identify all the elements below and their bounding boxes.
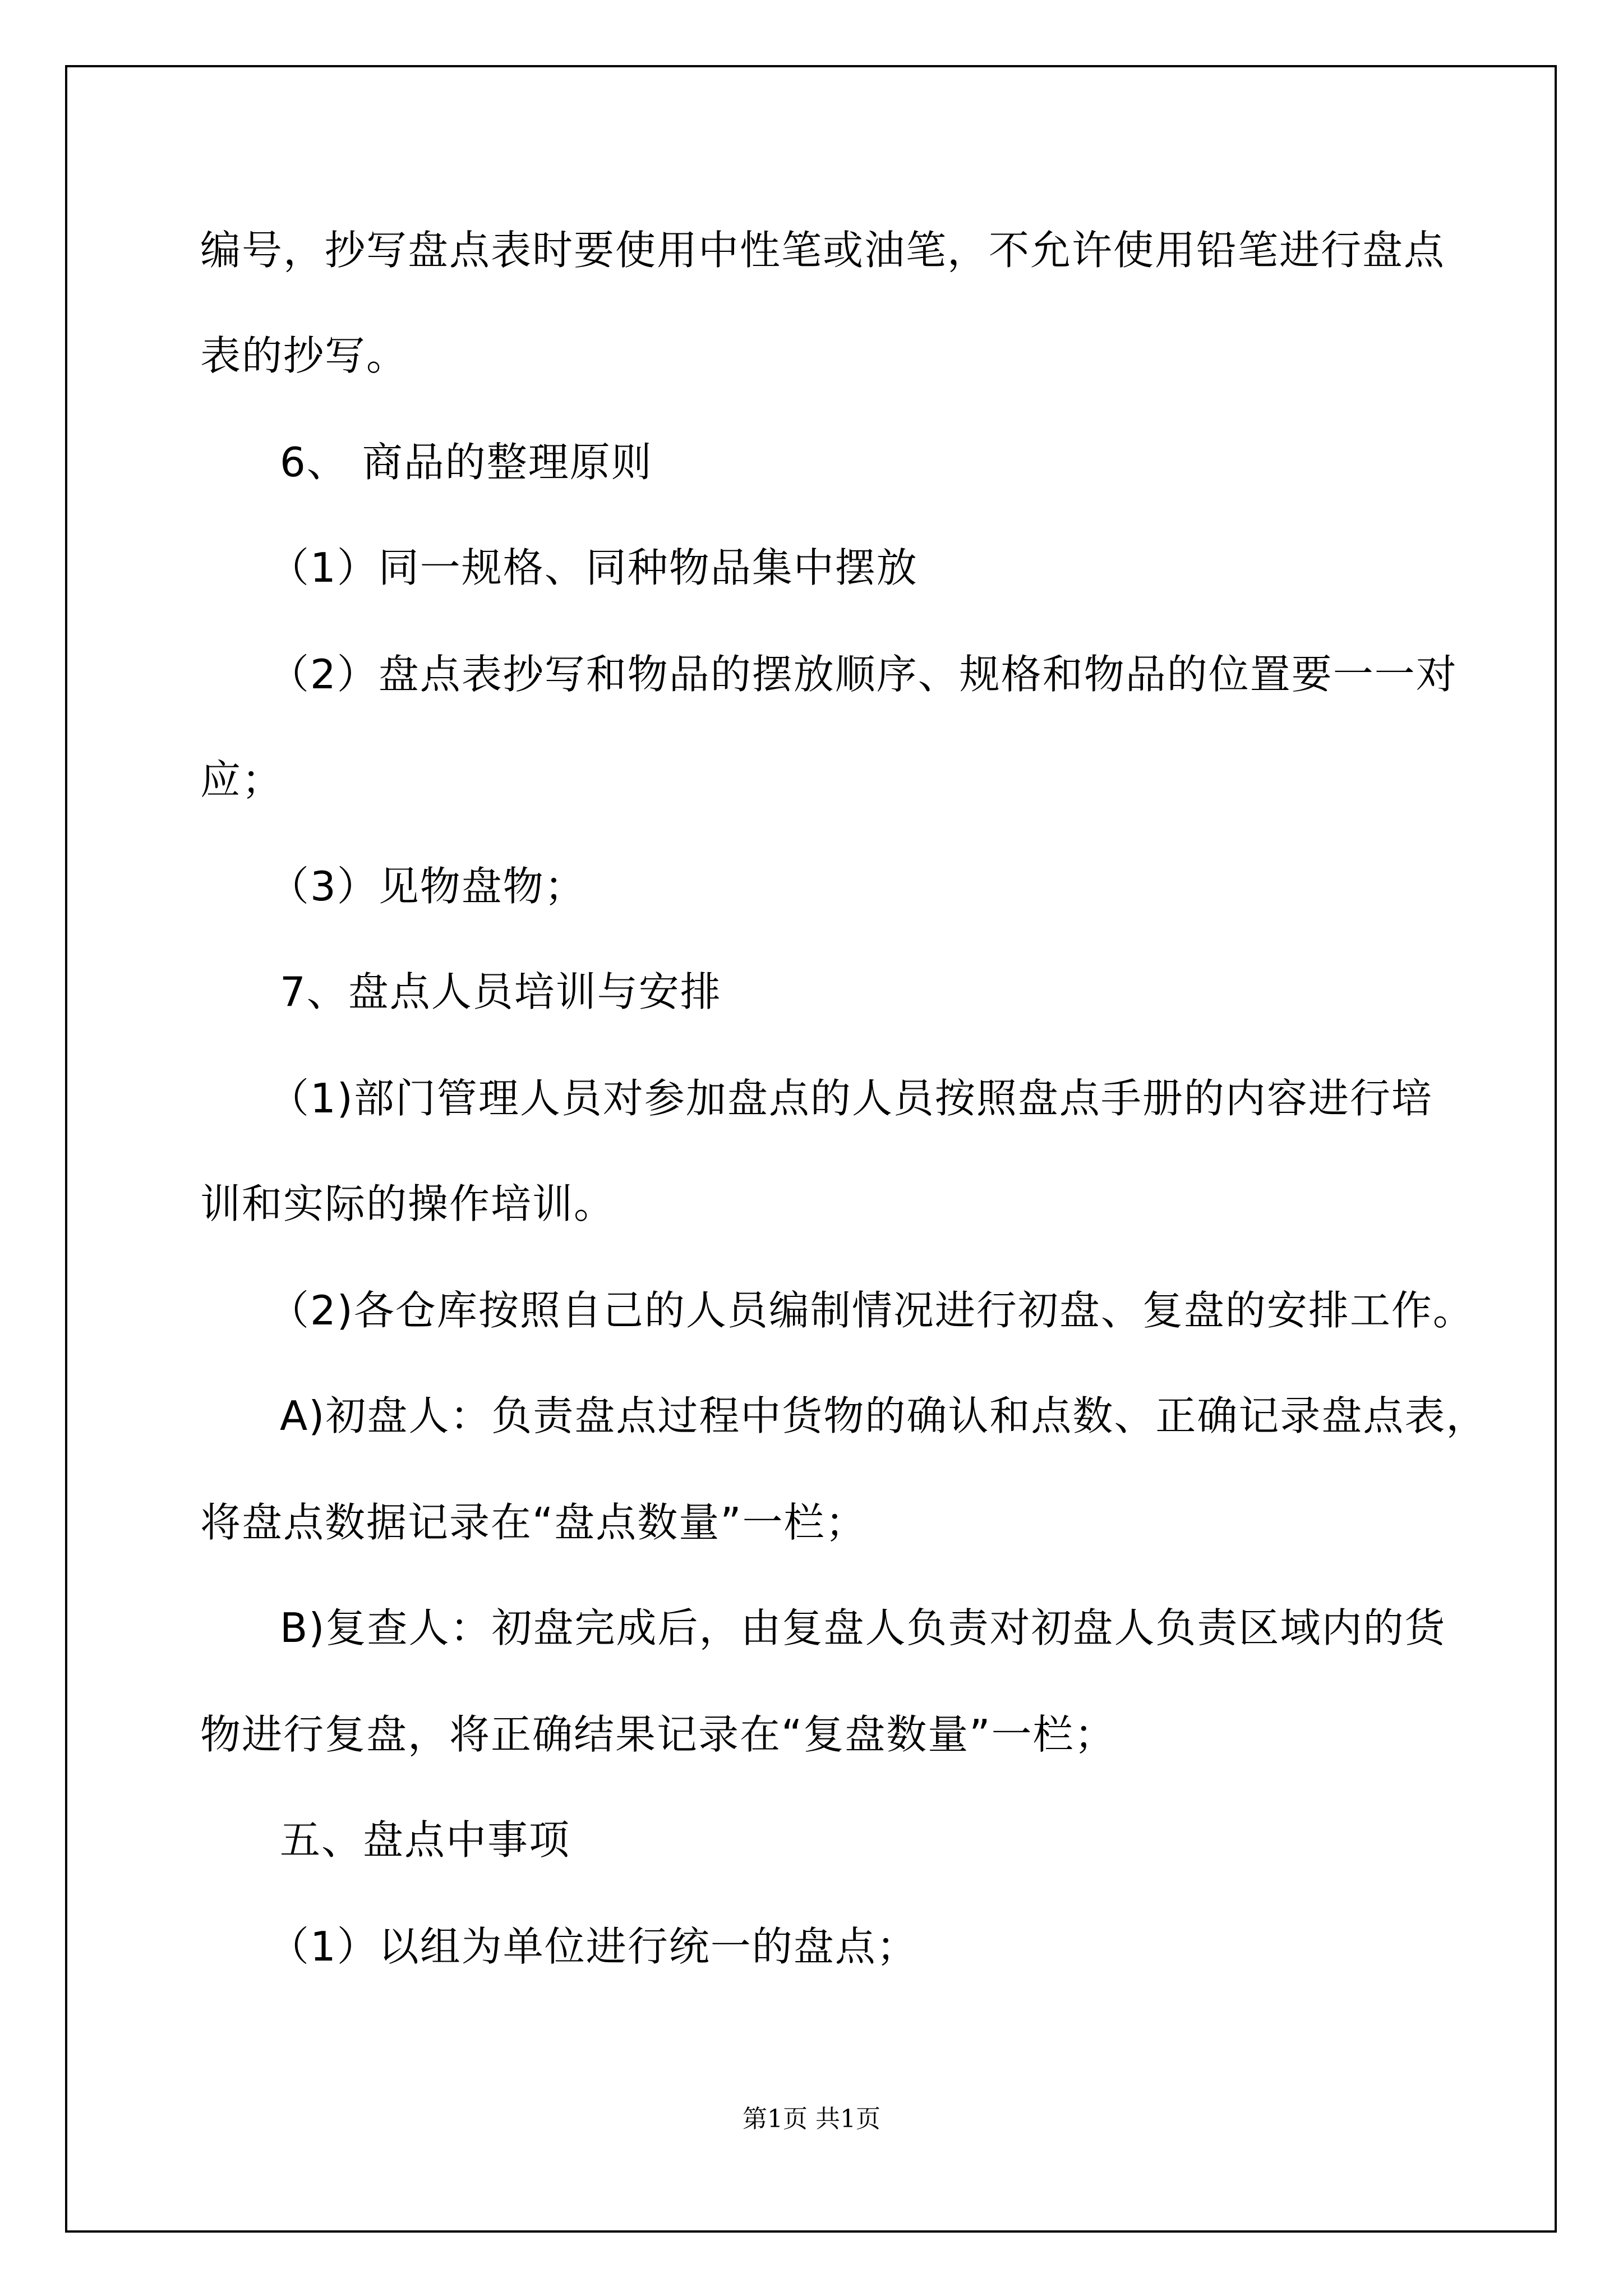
text-line: 6、 商品的整理原则: [280, 439, 653, 486]
text-line: 将盘点数据记录在“盘点数量”一栏；: [200, 1499, 867, 1546]
text-line: 应；: [200, 756, 284, 803]
text-line: A)初盘人：负责盘点过程中货物的确认和点数、正确记录盘点表，: [280, 1392, 1488, 1439]
text-line: （2）盘点表抄写和物品的摆放顺序、规格和物品的位置要一一对: [269, 651, 1458, 698]
text-line: 物进行复盘，将正确结果记录在“复盘数量”一栏；: [200, 1711, 1116, 1758]
text-line: （2)各仓库按照自己的人员编制情况进行初盘、复盘的安排工作。: [269, 1287, 1474, 1334]
text-line: 训和实际的操作培训。: [200, 1180, 616, 1227]
page-number-footer: 第1页 共1页: [743, 2105, 880, 2133]
text-line: （1)部门管理人员对参加盘点的人员按照盘点手册的内容进行培: [269, 1075, 1433, 1122]
text-line: （3）见物盘物；: [269, 863, 586, 910]
text-line: 7、盘点人员培训与安排: [280, 968, 722, 1015]
section-heading: 五、盘点中事项: [280, 1816, 571, 1864]
text-line: 编号，抄写盘点表时要使用中性笔或油笔，不允许使用铅笔进行盘点: [200, 227, 1446, 274]
text-line: 表的抄写。: [200, 332, 408, 379]
text-line: B)复查人：初盘完成后，由复盘人负责对初盘人负责区域内的货: [280, 1604, 1446, 1651]
text-line: （1）以组为单位进行统一的盘点；: [269, 1923, 918, 1970]
text-line: （1）同一规格、同种物品集中摆放: [269, 544, 918, 591]
page-border: [65, 65, 1557, 2233]
